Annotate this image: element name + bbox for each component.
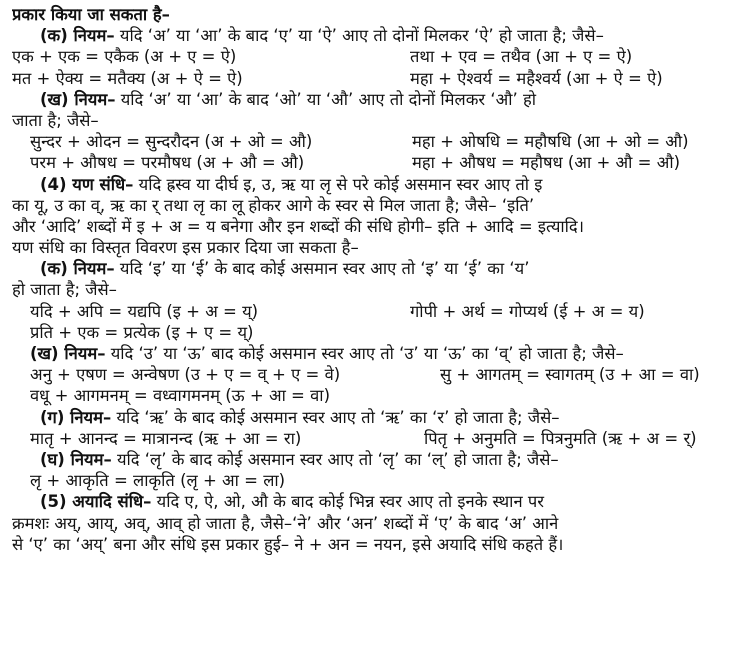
example-row bbox=[12, 322, 739, 343]
paragraph-line bbox=[12, 237, 739, 258]
section-label: (5) अयादि संधि– bbox=[40, 492, 152, 512]
intro-line bbox=[12, 4, 739, 25]
example-row bbox=[12, 68, 739, 89]
rule-label: (ग) नियम– bbox=[40, 407, 112, 427]
example-right: पितृ + अनुमति = पित्रनुमति (ऋ + अ = र्) bbox=[424, 428, 697, 448]
paragraph-text: यण संधि का विस्तृत विवरण इस प्रकार दिया जा सकता है– bbox=[12, 238, 359, 258]
rule-text: यदि ‘लृ’ के बाद कोई असमान स्वर आए तो ‘लृ’ का ‘ल्’ हो जाता है; जैसे– bbox=[111, 449, 559, 469]
paragraph-text: हो जाता है; जैसे– bbox=[12, 280, 117, 300]
example-left: वधू + आगमनम् = वध्वागमनम् (ऊ + आ = वा) bbox=[30, 386, 331, 406]
example-row bbox=[12, 470, 739, 491]
example-left: अनु + एषण = अन्वेषण (उ + ए = व् + ए = वे) bbox=[30, 365, 341, 385]
rule-text: यदि ‘अ’ या ‘आ’ के बाद ‘ओ’ या ‘औ’ आए तो दोनों मिलकर ‘औ’ हो bbox=[115, 89, 537, 109]
example-left: यदि + अपि = यद्यपि (इ + अ = य्) bbox=[30, 301, 259, 321]
example-right: महा + ओषधि = महौषधि (आ + ओ = औ) bbox=[412, 132, 689, 152]
example-left: मत + ऐक्य = मतैक्य (अ + ऐ = ऐ) bbox=[12, 68, 243, 88]
example-row bbox=[12, 364, 739, 385]
rule-kha-heading bbox=[12, 89, 739, 110]
section-text: यदि ह्रस्व या दीर्घ इ, उ, ऋ या लृ से परे कोई असमान स्वर आए तो इ bbox=[133, 174, 543, 194]
example-row bbox=[12, 131, 739, 152]
example-row bbox=[12, 428, 739, 449]
paragraph-line bbox=[12, 110, 739, 131]
example-left: लृ + आकृति = लाकृति (लृ + आ = ला) bbox=[30, 471, 286, 491]
ayadi-sandhi-heading bbox=[12, 491, 739, 512]
paragraph-text: जाता है; जैसे– bbox=[12, 110, 99, 130]
rule-label: (क) नियम– bbox=[40, 259, 115, 279]
paragraph-text: का यू, उ का व्, ऋ का र् तथा लृ का लू होकर आगे के स्वर से मिल जाता है; जैसे– ‘इति’ bbox=[12, 195, 535, 215]
rule-label: (ख) नियम– bbox=[30, 344, 106, 363]
paragraph-line bbox=[12, 195, 739, 216]
rule-ka-heading bbox=[12, 258, 739, 279]
example-row bbox=[12, 46, 739, 67]
paragraph-line bbox=[12, 534, 739, 555]
example-left: सुन्दर + ओदन = सुन्दरौदन (अ + ओ = औ) bbox=[30, 132, 313, 152]
example-right: महा + ऐश्वर्य = महैश्वर्य (आ + ऐ = ऐ) bbox=[410, 68, 663, 88]
example-left: परम + औषध = परमौषध (अ + औ = औ) bbox=[30, 153, 305, 173]
intro-text: प्रकार किया जा सकता है– bbox=[12, 5, 170, 24]
paragraph-line bbox=[12, 513, 739, 534]
example-right: गोपी + अर्थ = गोप्यर्थ (ई + अ = य) bbox=[410, 301, 645, 321]
rule-text: यदि ‘उ’ या ‘ऊ’ बाद कोई असमान स्वर आए तो ‘उ’ या ‘ऊ’ का ‘व्’ हो जाता है; जैसे– bbox=[105, 344, 624, 363]
paragraph-text: क्रमशः अय्, आय्, अव्, आव् हो जाता है, जैसे–‘ने’ और ‘अन’ शब्दों में ‘ए’ के बाद ‘अ’ आने bbox=[12, 513, 559, 533]
paragraph-line bbox=[12, 216, 739, 237]
rule-text: यदि ‘अ’ या ‘आ’ के बाद ‘ए’ या ‘ऐ’ आए तो दोनों मिलकर ‘ऐ’ हो जाता है; जैसे– bbox=[114, 26, 604, 46]
rule-text: यदि ‘इ’ या ‘ई’ के बाद कोई असमान स्वर आए तो ‘इ’ या ‘ई’ का ‘य’ bbox=[114, 259, 530, 279]
example-right: तथा + एव = तथैव (आ + ए = ऐ) bbox=[410, 47, 633, 67]
paragraph-text: से ‘ए’ का ‘अय्’ बना और संधि इस प्रकार हुई– ने + अन = नयन, इसे अयादि संधि कहते हैं। bbox=[12, 534, 564, 554]
rule-text: यदि ‘ऋ’ के बाद कोई असमान स्वर आए तो ‘ऋ’ का ‘र’ हो जाता है; जैसे– bbox=[111, 407, 560, 427]
section-label: (4) यण संधि– bbox=[40, 174, 134, 194]
rule-label: (ख) नियम– bbox=[40, 89, 116, 109]
example-left: प्रति + एक = प्रत्येक (इ + ए = य्) bbox=[30, 322, 254, 342]
rule-kha-heading bbox=[12, 343, 739, 364]
rule-label: (घ) नियम– bbox=[40, 449, 112, 469]
example-right: महा + औषध = महौषध (आ + औ = औ) bbox=[412, 153, 681, 173]
yan-sandhi-heading bbox=[12, 174, 739, 195]
example-left: मातृ + आनन्द = मात्रानन्द (ऋ + आ = रा) bbox=[30, 428, 302, 448]
example-row bbox=[12, 301, 739, 322]
rule-label: (क) नियम– bbox=[40, 26, 115, 46]
example-left: एक + एक = एकैक (अ + ए = ऐ) bbox=[12, 47, 237, 67]
rule-ga-heading bbox=[12, 407, 739, 428]
example-right: सु + आगतम् = स्वागतम् (उ + आ = वा) bbox=[440, 365, 700, 385]
rule-gha-heading bbox=[12, 449, 739, 470]
paragraph-line bbox=[12, 279, 739, 300]
section-text: यदि ए, ऐ, ओ, औ के बाद कोई भिन्न स्वर आए तो इनके स्थान पर bbox=[151, 492, 544, 512]
example-row bbox=[12, 152, 739, 173]
example-row bbox=[12, 385, 739, 406]
rule-ka-heading bbox=[12, 25, 739, 46]
paragraph-text: और ‘आदि’ शब्दों में इ + अ = य बनेगा और इन शब्दों की संधि होगी– इति + आदि = इत्यादि। bbox=[12, 216, 584, 236]
